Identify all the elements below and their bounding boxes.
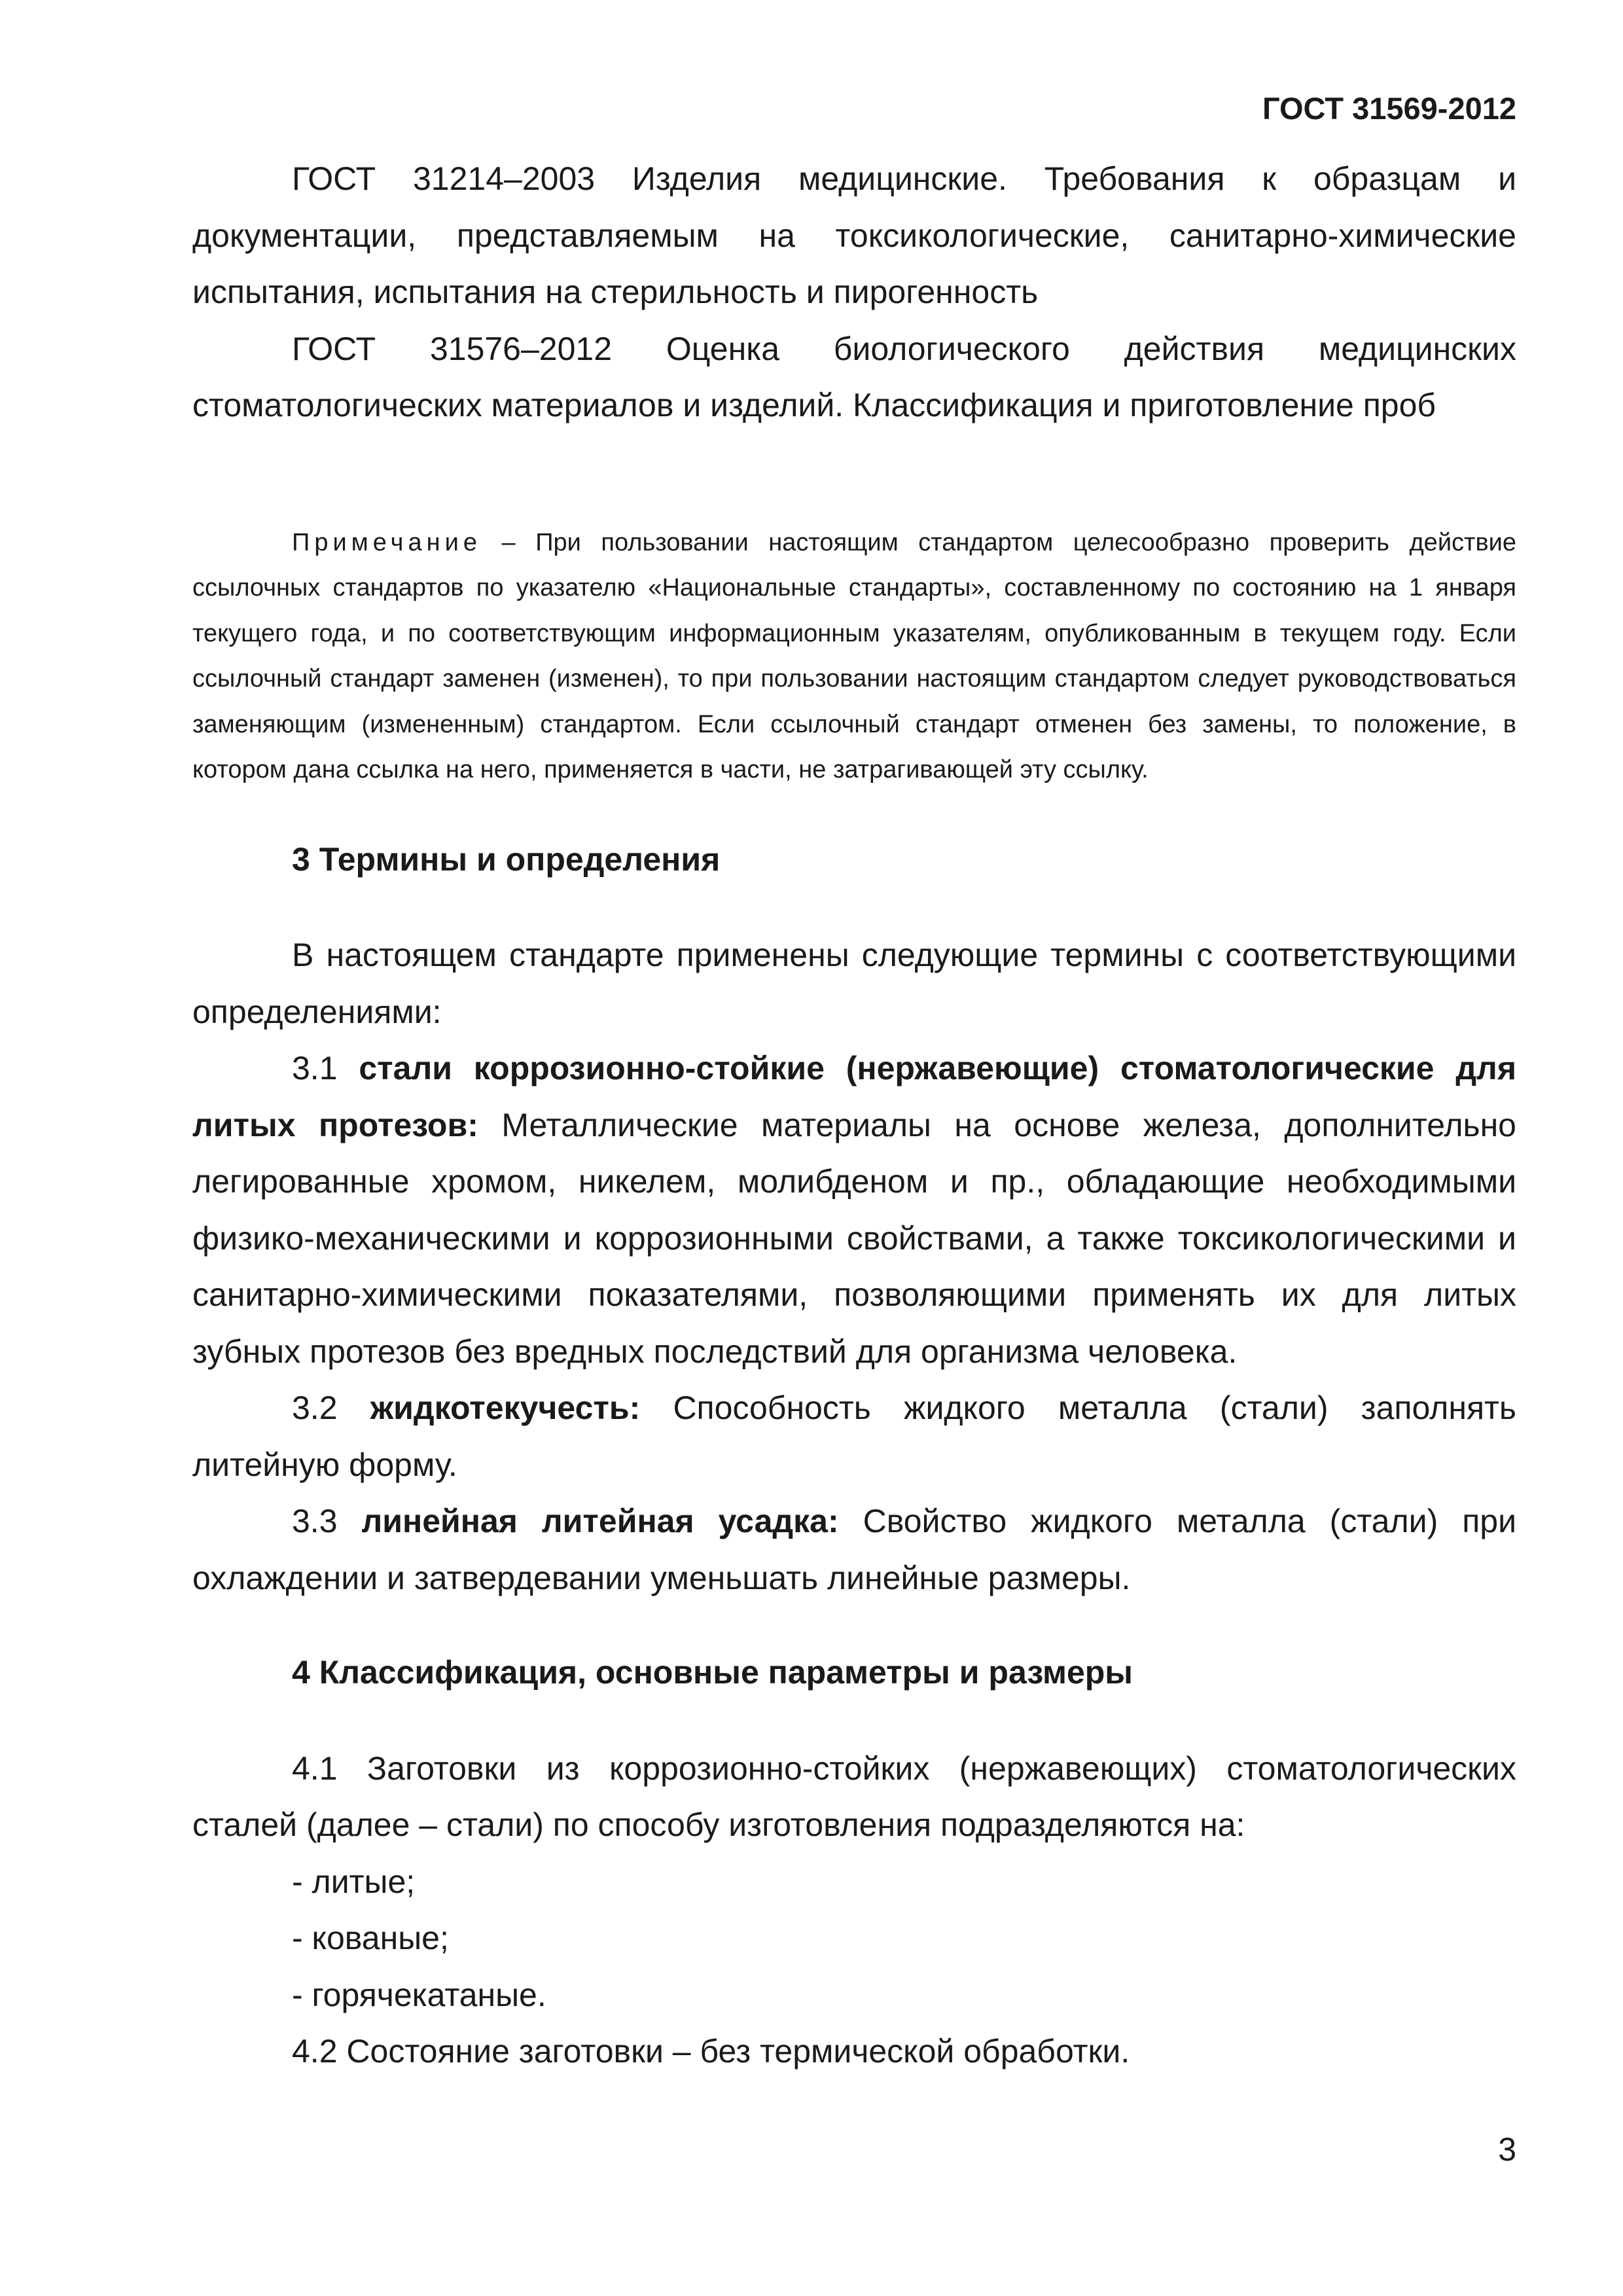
term-definition: Металлические материалы на основе железа, дополнительно легированные хромом, никелем, молибденом и пр., обладающие необходимыми физико-механическими и коррозионными свойствами, а также токсикологическими и санитарно-химическими показателями, позволяющими применять их для литых зубных протезов без вредных последствий для организма человека. bbox=[192, 1106, 1516, 1370]
term-name: линейная литейная усадка: bbox=[361, 1503, 839, 1539]
term-definition: Способность жидкого металла (стали) заполнять литейную форму. bbox=[192, 1390, 1516, 1483]
section-4-heading: 4 Классификация, основные параметры и размеры bbox=[292, 1654, 1133, 1691]
section-3-intro: В настоящем стандарте применены следующие термины с соответствующими определениями: bbox=[192, 937, 1516, 1030]
reference-gost-31576: ГОСТ 31576–2012 Оценка биологического действия медицинских стоматологических материалов и изделий. Классификация и приготовление проб bbox=[192, 330, 1516, 423]
term-3-1 bbox=[192, 1040, 1516, 1380]
term-3-3 bbox=[192, 1493, 1516, 1606]
clause-4-2: 4.2 Состояние заготовки – без термической обработки. bbox=[292, 2033, 1130, 2070]
term-name: стали коррозионно-стойкие (нержавеющие) стоматологические для литых протезов: bbox=[192, 1050, 1516, 1143]
term-number: 3.2 bbox=[292, 1390, 370, 1426]
term-number: 3.1 bbox=[292, 1050, 359, 1086]
note-label: Примечание bbox=[292, 528, 482, 556]
list-item: - литые; bbox=[292, 1863, 416, 1900]
term-3-2 bbox=[192, 1380, 1516, 1493]
note-text: – При пользовании настоящим стандартом целесообразно проверить действие ссылочных стандартов по указателю «Национальные стандарты», составленному по состоянию на 1 января текущего года, и по соответствующим информационным указателям, опубликованным в текущем году. Если ссылочный стандарт заменен (изменен), то при пользовании настоящим стандартом следует руководствоваться заменяющим (измененным) стандартом. Если ссылочный стандарт отменен без замены, то положение, в котором дана ссылка на него, применяется в части, не затрагивающей эту ссылку. bbox=[192, 528, 1516, 783]
reference-note bbox=[192, 520, 1516, 793]
page-content bbox=[192, 151, 1516, 2080]
reference-gost-31214: ГОСТ 31214–2003 Изделия медицинские. Требования к образцам и документации, представляемым на токсикологические, санитарно-химические испытания, испытания на стерильность и пирогенность bbox=[192, 160, 1516, 310]
section-3-heading: 3 Термины и определения bbox=[292, 840, 721, 878]
clause-4-1: 4.1 Заготовки из коррозионно-стойких (нержавеющих) стоматологических сталей (далее – стали) по способу изготовления подразделяются на: bbox=[192, 1749, 1516, 1843]
list-item: - горячекатаные. bbox=[292, 1976, 546, 2013]
term-definition: Свойство жидкого металла (стали) при охлаждении и затвердевании уменьшать линейные размеры. bbox=[192, 1503, 1517, 1596]
list-item: - кованые; bbox=[292, 1920, 449, 1956]
document-id-header: ГОСТ 31569-2012 bbox=[1262, 91, 1516, 126]
term-number: 3.3 bbox=[292, 1503, 362, 1539]
page-number: 3 bbox=[1498, 2131, 1516, 2168]
term-name: жидкотекучесть: bbox=[370, 1390, 641, 1426]
